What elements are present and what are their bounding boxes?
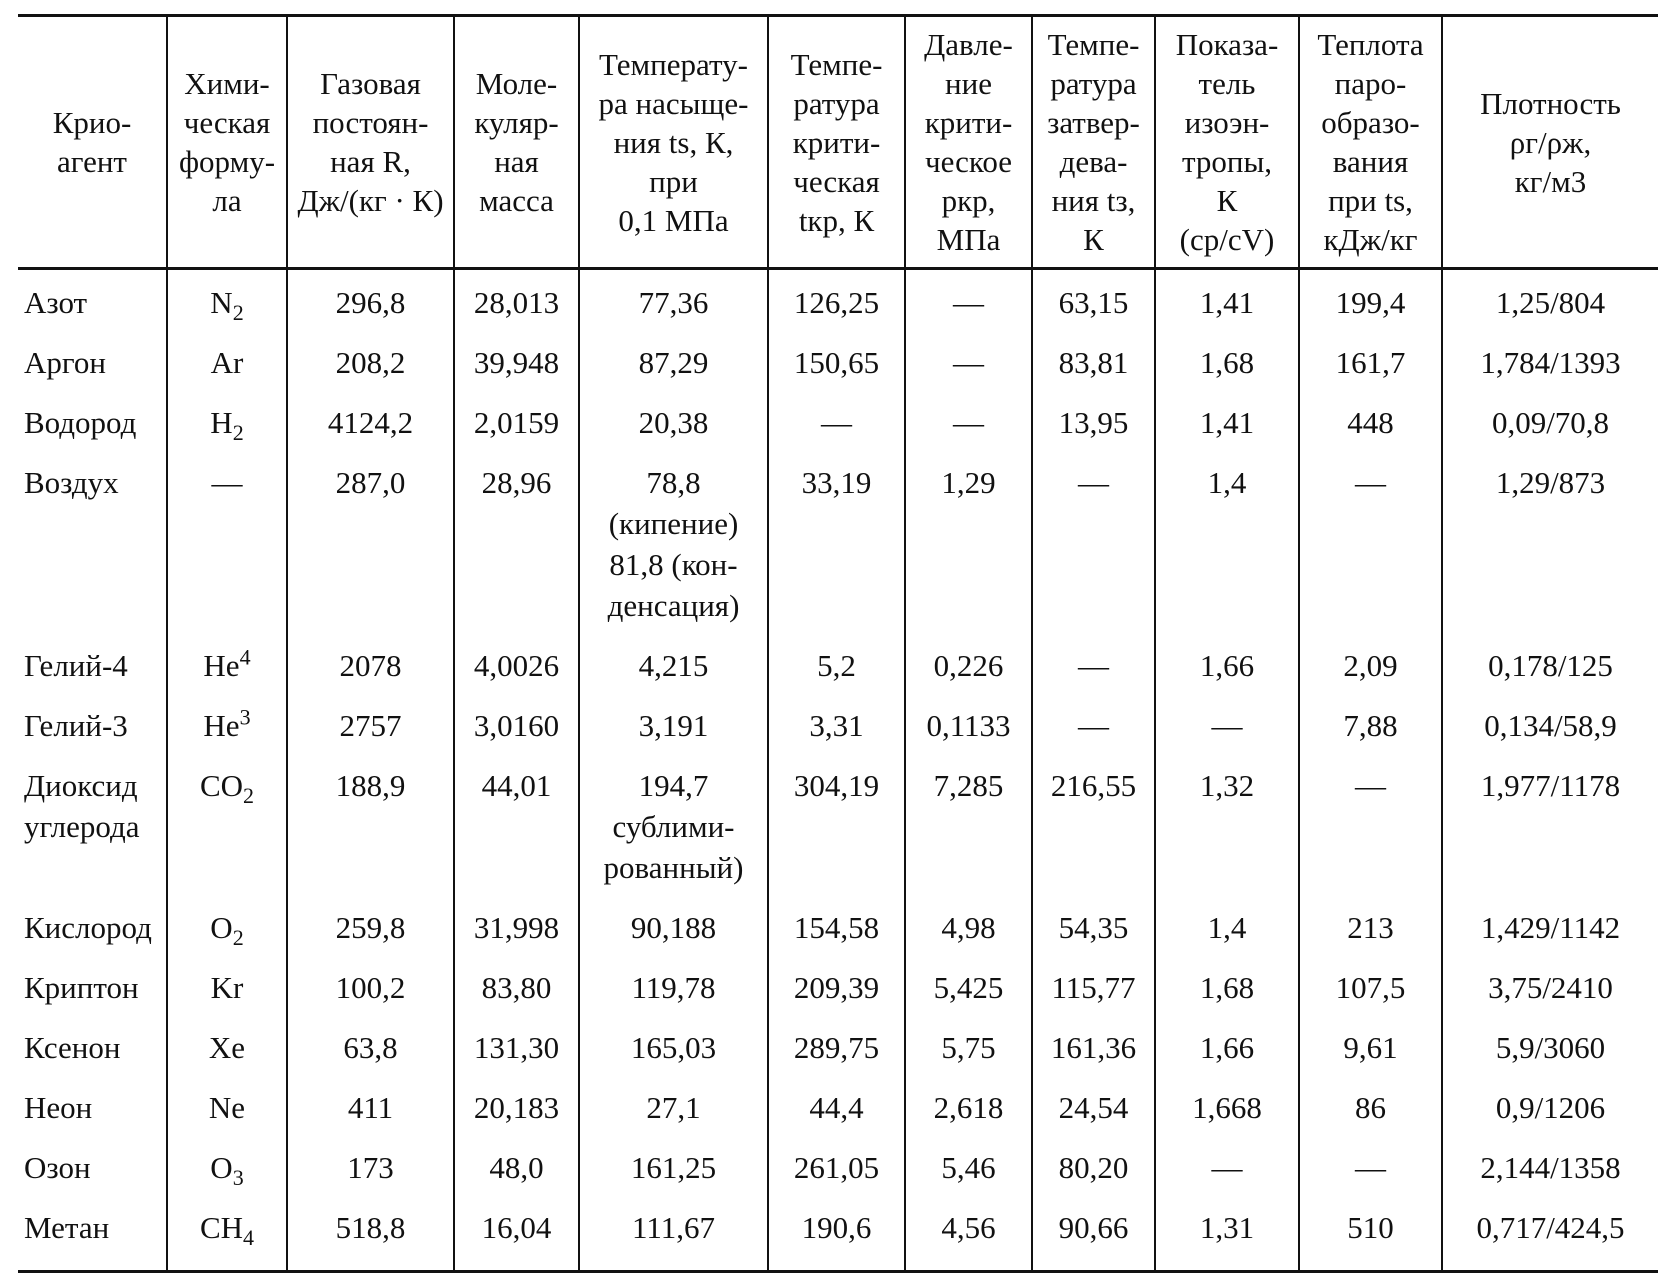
table-row — [18, 696, 1658, 756]
table-row — [18, 269, 1658, 334]
formula-subscript: 3 — [232, 1165, 244, 1191]
cell-density: 2,144/1358 — [1442, 1138, 1658, 1198]
cell-gas-constant: 296,8 — [287, 269, 454, 334]
formula-base: O — [210, 910, 233, 945]
table-row — [18, 1078, 1658, 1138]
cell-solidification-temp: 83,81 — [1032, 333, 1155, 393]
cell-molar-mass: 44,01 — [454, 756, 579, 898]
cell-vaporization-heat: 7,88 — [1299, 696, 1442, 756]
column-header: Газовая постоян- ная R, Дж/(кг · К) — [287, 16, 454, 269]
formula-base: CO — [199, 768, 244, 803]
cell-isentropic-index: — — [1155, 696, 1299, 756]
cell-vaporization-heat: 161,7 — [1299, 333, 1442, 393]
column-header: Крио- агент — [18, 16, 167, 269]
cell-saturation-temp: 111,67 — [579, 1198, 768, 1272]
cell-density: 1,29/873 — [1442, 453, 1658, 636]
cell-vaporization-heat: — — [1299, 756, 1442, 898]
cell-saturation-temp: 161,25 — [579, 1138, 768, 1198]
cell-critical-temp: 150,65 — [768, 333, 905, 393]
cell-saturation-temp: 20,38 — [579, 393, 768, 453]
cell-cryoagent: Неон — [24, 1090, 93, 1125]
formula-base: CH — [199, 1210, 244, 1245]
cell-isentropic-index: 1,31 — [1155, 1198, 1299, 1272]
header-row — [18, 16, 1658, 269]
cell-solidification-temp: — — [1032, 696, 1155, 756]
formula-base: — — [211, 465, 243, 500]
cell-isentropic-index: 1,4 — [1155, 898, 1299, 958]
cryoagent-properties-table — [18, 14, 1658, 1273]
cell-critical-pressure: 0,226 — [905, 636, 1032, 696]
formula-subscript: 4 — [243, 1225, 255, 1251]
cell-saturation-temp: 165,03 — [579, 1018, 768, 1078]
column-header: Плотность ρг/ρж, кг/м3 — [1442, 16, 1658, 269]
formula-superscript: 3 — [239, 704, 251, 730]
cell-density: 1,784/1393 — [1442, 333, 1658, 393]
cell-solidification-temp: 115,77 — [1032, 958, 1155, 1018]
table-row — [18, 1198, 1658, 1272]
cell-gas-constant: 2078 — [287, 636, 454, 696]
cell-cryoagent: Водород — [24, 405, 137, 440]
cell-critical-pressure: — — [905, 393, 1032, 453]
column-header: Темпе- ратура крити- ческая tкр, К — [768, 16, 905, 269]
cell-formula — [167, 1018, 287, 1078]
cell-molar-mass: 131,30 — [454, 1018, 579, 1078]
cell-vaporization-heat: 448 — [1299, 393, 1442, 453]
cell-cryoagent: Воздух — [24, 465, 119, 500]
cell-formula — [167, 393, 287, 453]
formula-superscript: 4 — [239, 644, 251, 670]
cell-density: 5,9/3060 — [1442, 1018, 1658, 1078]
cell-molar-mass: 28,013 — [454, 269, 579, 334]
cell-vaporization-heat: — — [1299, 1138, 1442, 1198]
cell-saturation-temp: 78,8 (кипение) 81,8 (кон- денсация) — [579, 453, 768, 636]
cell-molar-mass: 39,948 — [454, 333, 579, 393]
cell-solidification-temp: 24,54 — [1032, 1078, 1155, 1138]
cell-molar-mass: 83,80 — [454, 958, 579, 1018]
cell-critical-temp: 154,58 — [768, 898, 905, 958]
cell-critical-temp: 126,25 — [768, 269, 905, 334]
cell-saturation-temp: 3,191 — [579, 696, 768, 756]
cell-critical-pressure: 1,29 — [905, 453, 1032, 636]
cell-critical-temp: 44,4 — [768, 1078, 905, 1138]
cell-formula — [167, 1138, 287, 1198]
cell-formula — [167, 636, 287, 696]
cell-solidification-temp: 54,35 — [1032, 898, 1155, 958]
formula-base: Ar — [210, 345, 244, 380]
cell-gas-constant: 100,2 — [287, 958, 454, 1018]
formula-base: He — [203, 708, 240, 743]
cell-formula — [167, 269, 287, 334]
cell-vaporization-heat: 199,4 — [1299, 269, 1442, 334]
cell-formula — [167, 898, 287, 958]
cell-isentropic-index: 1,66 — [1155, 1018, 1299, 1078]
cell-formula — [167, 958, 287, 1018]
cell-saturation-temp: 87,29 — [579, 333, 768, 393]
cell-cryoagent: Гелий-3 — [24, 708, 128, 743]
cell-formula — [167, 696, 287, 756]
formula-base: H — [210, 405, 233, 440]
cell-isentropic-index: 1,32 — [1155, 756, 1299, 898]
cell-molar-mass: 4,0026 — [454, 636, 579, 696]
table-row — [18, 636, 1658, 696]
table-row — [18, 333, 1658, 393]
formula-base: He — [203, 648, 240, 683]
column-header: Показа- тель изоэн- тропы, К (cp/cV) — [1155, 16, 1299, 269]
cell-gas-constant: 208,2 — [287, 333, 454, 393]
column-header: Теплота паро- образо- вания при ts, кДж/кг — [1299, 16, 1442, 269]
cell-saturation-temp: 77,36 — [579, 269, 768, 334]
cell-vaporization-heat: 2,09 — [1299, 636, 1442, 696]
cell-critical-pressure: 0,1133 — [905, 696, 1032, 756]
cell-solidification-temp: 161,36 — [1032, 1018, 1155, 1078]
table-header — [18, 16, 1658, 269]
column-header: Моле- куляр- ная масса — [454, 16, 579, 269]
cell-critical-pressure: 7,285 — [905, 756, 1032, 898]
table-row — [18, 958, 1658, 1018]
cell-solidification-temp: — — [1032, 636, 1155, 696]
column-header: Температу- ра насыще- ния ts, К, при 0,1 МПа — [579, 16, 768, 269]
cell-gas-constant: 2757 — [287, 696, 454, 756]
cell-density: 0,134/58,9 — [1442, 696, 1658, 756]
cell-saturation-temp: 194,7 сублими- рованный) — [579, 756, 768, 898]
cell-critical-temp: 5,2 — [768, 636, 905, 696]
cell-molar-mass: 31,998 — [454, 898, 579, 958]
cell-cryoagent: Кислород — [24, 910, 152, 945]
cell-formula — [167, 756, 287, 898]
cell-solidification-temp: — — [1032, 453, 1155, 636]
cell-density: 1,977/1178 — [1442, 756, 1658, 898]
cell-gas-constant: 259,8 — [287, 898, 454, 958]
cell-density: 0,09/70,8 — [1442, 393, 1658, 453]
cell-solidification-temp: 80,20 — [1032, 1138, 1155, 1198]
cell-saturation-temp: 90,188 — [579, 898, 768, 958]
cell-solidification-temp: 216,55 — [1032, 756, 1155, 898]
cell-gas-constant: 4124,2 — [287, 393, 454, 453]
cell-critical-pressure: 5,75 — [905, 1018, 1032, 1078]
cell-isentropic-index: 1,4 — [1155, 453, 1299, 636]
cell-critical-temp: 289,75 — [768, 1018, 905, 1078]
cell-solidification-temp: 63,15 — [1032, 269, 1155, 334]
cell-critical-temp: — — [768, 393, 905, 453]
cell-molar-mass: 28,96 — [454, 453, 579, 636]
cell-cryoagent: Ксенон — [24, 1030, 121, 1065]
cell-critical-pressure: 4,98 — [905, 898, 1032, 958]
cell-density: 3,75/2410 — [1442, 958, 1658, 1018]
cell-gas-constant: 188,9 — [287, 756, 454, 898]
cell-isentropic-index: 1,41 — [1155, 393, 1299, 453]
cell-isentropic-index: 1,68 — [1155, 958, 1299, 1018]
cell-cryoagent: Гелий-4 — [24, 648, 128, 683]
cell-isentropic-index: 1,668 — [1155, 1078, 1299, 1138]
cell-critical-pressure: 5,425 — [905, 958, 1032, 1018]
cell-isentropic-index: 1,41 — [1155, 269, 1299, 334]
formula-base: O — [210, 1150, 233, 1185]
cell-saturation-temp: 4,215 — [579, 636, 768, 696]
table-row — [18, 1138, 1658, 1198]
cell-gas-constant: 63,8 — [287, 1018, 454, 1078]
cell-vaporization-heat: 86 — [1299, 1078, 1442, 1138]
cell-critical-temp: 304,19 — [768, 756, 905, 898]
cell-vaporization-heat: 9,61 — [1299, 1018, 1442, 1078]
cell-critical-pressure: — — [905, 269, 1032, 334]
cell-critical-pressure: 2,618 — [905, 1078, 1032, 1138]
formula-subscript: 2 — [232, 300, 244, 326]
cell-critical-temp: 33,19 — [768, 453, 905, 636]
cell-cryoagent: Криптон — [24, 970, 139, 1005]
cell-cryoagent: Озон — [24, 1150, 91, 1185]
cell-formula — [167, 453, 287, 636]
cell-formula — [167, 333, 287, 393]
cell-molar-mass: 48,0 — [454, 1138, 579, 1198]
formula-subscript: 2 — [232, 925, 244, 951]
cell-formula — [167, 1198, 287, 1272]
cell-cryoagent: Диоксид углерода — [24, 768, 140, 844]
table-body — [18, 269, 1658, 1272]
cell-density: 0,9/1206 — [1442, 1078, 1658, 1138]
column-header: Хими- ческая форму- ла — [167, 16, 287, 269]
column-header: Темпе- ратура затвер- дева- ния tз, К — [1032, 16, 1155, 269]
cell-critical-pressure: 5,46 — [905, 1138, 1032, 1198]
cell-critical-temp: 209,39 — [768, 958, 905, 1018]
cell-saturation-temp: 27,1 — [579, 1078, 768, 1138]
cell-vaporization-heat: 510 — [1299, 1198, 1442, 1272]
cell-cryoagent: Метан — [18, 1198, 167, 1272]
table-row — [18, 1018, 1658, 1078]
cell-vaporization-heat: 213 — [1299, 898, 1442, 958]
cell-cryoagent: Аргон — [24, 345, 106, 380]
cell-isentropic-index: — — [1155, 1138, 1299, 1198]
cell-gas-constant: 411 — [287, 1078, 454, 1138]
formula-subscript: 2 — [243, 783, 255, 809]
cell-density: 1,429/1142 — [1442, 898, 1658, 958]
cell-density: 0,717/424,5 — [1442, 1198, 1658, 1272]
formula-subscript: 2 — [232, 420, 244, 446]
cell-critical-temp: 190,6 — [768, 1198, 905, 1272]
cell-critical-pressure: 4,56 — [905, 1198, 1032, 1272]
cell-critical-temp: 261,05 — [768, 1138, 905, 1198]
table-row — [18, 453, 1658, 636]
cell-solidification-temp: 90,66 — [1032, 1198, 1155, 1272]
cell-critical-pressure: — — [905, 333, 1032, 393]
table-row — [18, 898, 1658, 958]
cell-solidification-temp: 13,95 — [1032, 393, 1155, 453]
cell-isentropic-index: 1,68 — [1155, 333, 1299, 393]
column-header: Давле- ние крити- ческое pкр, МПа — [905, 16, 1032, 269]
cell-gas-constant: 173 — [287, 1138, 454, 1198]
cell-saturation-temp: 119,78 — [579, 958, 768, 1018]
table-row — [18, 393, 1658, 453]
cell-isentropic-index: 1,66 — [1155, 636, 1299, 696]
cell-cryoagent: Азот — [24, 285, 88, 320]
cell-molar-mass: 20,183 — [454, 1078, 579, 1138]
formula-base: Ne — [208, 1090, 246, 1125]
cell-molar-mass: 16,04 — [454, 1198, 579, 1272]
cell-vaporization-heat: — — [1299, 453, 1442, 636]
cell-vaporization-heat: 107,5 — [1299, 958, 1442, 1018]
cell-molar-mass: 3,0160 — [454, 696, 579, 756]
cell-gas-constant: 287,0 — [287, 453, 454, 636]
cell-density: 0,178/125 — [1442, 636, 1658, 696]
cell-formula — [167, 1078, 287, 1138]
cell-density: 1,25/804 — [1442, 269, 1658, 334]
cell-critical-temp: 3,31 — [768, 696, 905, 756]
formula-base: N — [210, 285, 233, 320]
cell-gas-constant: 518,8 — [287, 1198, 454, 1272]
formula-base: Xe — [208, 1030, 246, 1065]
cell-molar-mass: 2,0159 — [454, 393, 579, 453]
table-row — [18, 756, 1658, 898]
formula-base: Kr — [210, 970, 244, 1005]
